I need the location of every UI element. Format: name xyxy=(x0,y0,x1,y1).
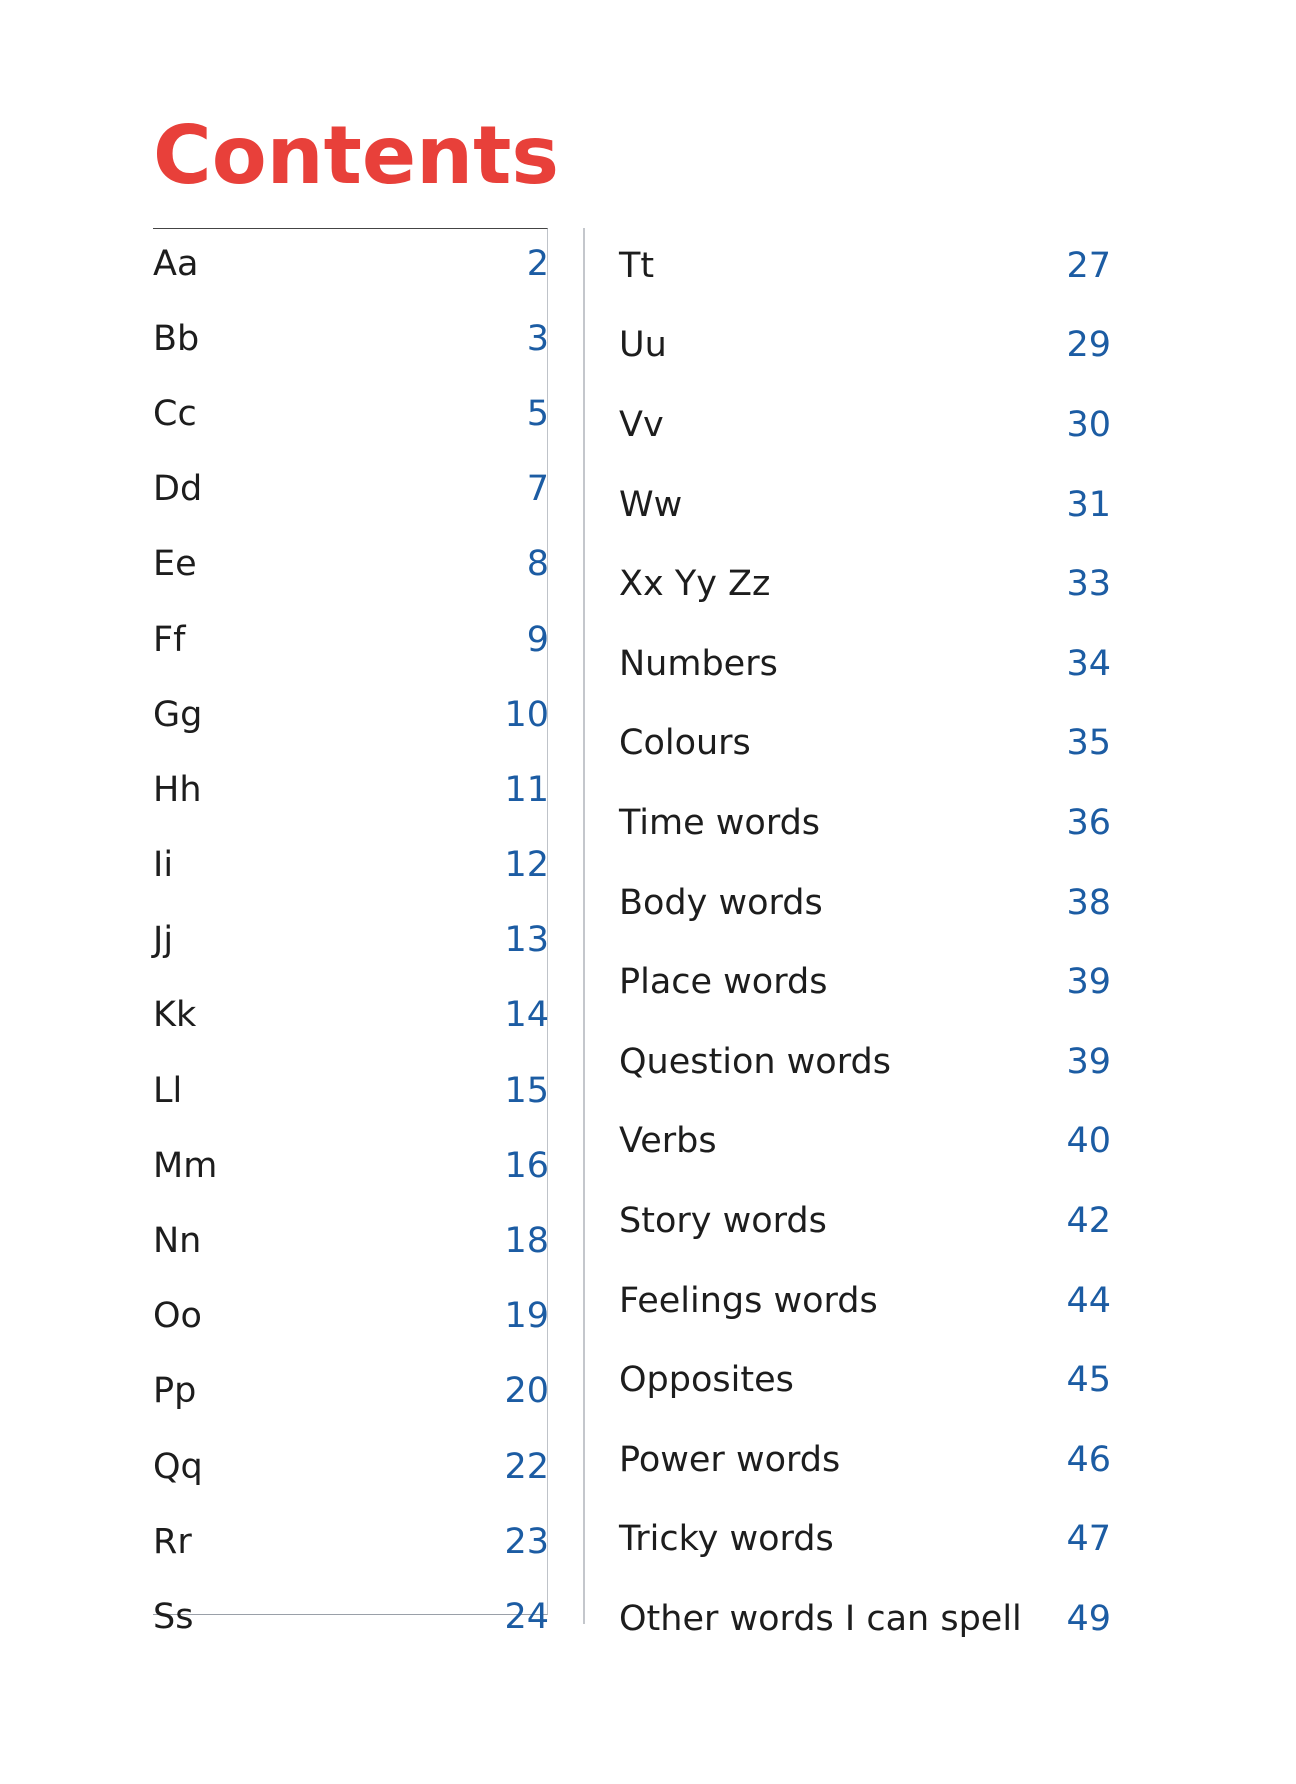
contents-entry[interactable] xyxy=(619,306,1111,386)
entry-page-number: 39 xyxy=(1066,1041,1111,1082)
entry-label: Jj xyxy=(153,920,174,961)
entry-label: Other words I can spell xyxy=(619,1598,1022,1639)
contents-entry[interactable] xyxy=(153,301,549,376)
entry-label: Cc xyxy=(153,393,197,434)
entry-label: Ff xyxy=(153,619,186,660)
entry-page-number: 38 xyxy=(1066,882,1111,923)
entry-label: Bb xyxy=(153,318,200,359)
entry-page-number: 16 xyxy=(504,1145,549,1186)
entry-page-number: 2 xyxy=(526,243,549,284)
entry-page-number: 49 xyxy=(1066,1598,1111,1639)
contents-entry[interactable] xyxy=(153,602,549,677)
contents-entry[interactable] xyxy=(619,1261,1111,1341)
contents-entry[interactable] xyxy=(153,1579,549,1654)
entry-label: Question words xyxy=(619,1041,891,1082)
column-divider xyxy=(583,228,585,1624)
entry-page-number: 27 xyxy=(1066,245,1111,286)
entry-page-number: 10 xyxy=(504,694,549,735)
entry-page-number: 15 xyxy=(504,1070,549,1111)
entry-page-number: 29 xyxy=(1066,325,1111,366)
entry-label: Mm xyxy=(153,1145,218,1186)
contents-entry[interactable] xyxy=(153,376,549,451)
contents-entry[interactable] xyxy=(619,1420,1111,1500)
entry-page-number: 34 xyxy=(1066,643,1111,684)
entry-label: Ll xyxy=(153,1070,183,1111)
entry-page-number: 3 xyxy=(526,318,549,359)
entry-page-number: 19 xyxy=(504,1296,549,1337)
entry-label: Xx Yy Zz xyxy=(619,564,771,605)
entry-label: Ee xyxy=(153,544,197,585)
contents-entry[interactable] xyxy=(619,863,1111,943)
contents-entry[interactable] xyxy=(619,385,1111,465)
contents-entry[interactable] xyxy=(153,1429,549,1504)
contents-entry[interactable] xyxy=(619,1181,1111,1261)
entry-page-number: 9 xyxy=(526,619,549,660)
entry-page-number: 14 xyxy=(504,995,549,1036)
contents-entry[interactable] xyxy=(153,677,549,752)
contents-entry[interactable] xyxy=(619,544,1111,624)
entry-page-number: 11 xyxy=(504,769,549,810)
entry-label: Uu xyxy=(619,325,667,366)
contents-entry[interactable] xyxy=(153,1279,549,1354)
entry-label: Aa xyxy=(153,243,199,284)
entry-label: Body words xyxy=(619,882,823,923)
entry-label: Gg xyxy=(153,694,203,735)
contents-entry[interactable] xyxy=(619,226,1111,306)
entry-label: Oo xyxy=(153,1296,202,1337)
entry-page-number: 47 xyxy=(1066,1519,1111,1560)
contents-entry[interactable] xyxy=(619,1579,1111,1659)
entry-label: Colours xyxy=(619,723,751,764)
entry-label: Verbs xyxy=(619,1121,717,1162)
entry-label: Opposites xyxy=(619,1360,794,1401)
contents-entry[interactable] xyxy=(619,1022,1111,1102)
contents-entry[interactable] xyxy=(619,1500,1111,1580)
contents-entry[interactable] xyxy=(153,1053,549,1128)
entry-label: Qq xyxy=(153,1446,203,1487)
entry-page-number: 18 xyxy=(504,1221,549,1262)
entry-label: Dd xyxy=(153,469,203,510)
contents-right-column xyxy=(619,226,1111,1659)
entry-label: Ss xyxy=(153,1596,194,1637)
entry-page-number: 20 xyxy=(504,1371,549,1412)
contents-entry[interactable] xyxy=(153,452,549,527)
entry-label: Pp xyxy=(153,1371,197,1412)
contents-entry[interactable] xyxy=(619,1340,1111,1420)
contents-entry[interactable] xyxy=(153,1203,549,1278)
entry-label: Place words xyxy=(619,962,828,1003)
contents-entry[interactable] xyxy=(153,1354,549,1429)
entry-page-number: 39 xyxy=(1066,962,1111,1003)
entry-page-number: 24 xyxy=(504,1596,549,1637)
contents-entry[interactable] xyxy=(153,828,549,903)
contents-entry[interactable] xyxy=(153,527,549,602)
entry-page-number: 8 xyxy=(526,544,549,585)
entry-page-number: 36 xyxy=(1066,802,1111,843)
entry-label: Ii xyxy=(153,845,174,886)
entry-page-number: 44 xyxy=(1066,1280,1111,1321)
entry-page-number: 35 xyxy=(1066,723,1111,764)
entry-label: Kk xyxy=(153,995,197,1036)
entry-label: Tricky words xyxy=(619,1519,834,1560)
contents-entry[interactable] xyxy=(153,903,549,978)
page-title: Contents xyxy=(153,109,559,202)
entry-label: Power words xyxy=(619,1439,841,1480)
contents-entry[interactable] xyxy=(153,1504,549,1579)
entry-label: Ww xyxy=(619,484,683,525)
contents-entry[interactable] xyxy=(153,1128,549,1203)
contents-entry[interactable] xyxy=(153,752,549,827)
entry-page-number: 23 xyxy=(504,1521,549,1562)
entry-label: Feelings words xyxy=(619,1280,878,1321)
entry-label: Hh xyxy=(153,769,202,810)
entry-label: Tt xyxy=(619,245,655,286)
entry-label: Numbers xyxy=(619,643,778,684)
entry-label: Vv xyxy=(619,404,664,445)
entry-page-number: 46 xyxy=(1066,1439,1111,1480)
entry-page-number: 45 xyxy=(1066,1360,1111,1401)
entry-label: Nn xyxy=(153,1221,202,1262)
entry-page-number: 22 xyxy=(504,1446,549,1487)
entry-page-number: 13 xyxy=(504,920,549,961)
entry-label: Story words xyxy=(619,1200,827,1241)
entry-page-number: 40 xyxy=(1066,1121,1111,1162)
contents-entry[interactable] xyxy=(619,704,1111,784)
entry-page-number: 31 xyxy=(1066,484,1111,525)
contents-entry[interactable] xyxy=(153,978,549,1053)
contents-entry[interactable] xyxy=(619,942,1111,1022)
entry-page-number: 30 xyxy=(1066,404,1111,445)
contents-left-column xyxy=(153,226,549,1655)
entry-page-number: 42 xyxy=(1066,1200,1111,1241)
entry-label: Rr xyxy=(153,1521,192,1562)
entry-page-number: 5 xyxy=(526,393,549,434)
contents-entry[interactable] xyxy=(619,624,1111,704)
entry-label: Time words xyxy=(619,802,821,843)
contents-entry[interactable] xyxy=(619,465,1111,545)
contents-entry[interactable] xyxy=(619,1102,1111,1182)
contents-entry[interactable] xyxy=(619,783,1111,863)
entry-page-number: 7 xyxy=(526,469,549,510)
contents-entry[interactable] xyxy=(153,226,549,301)
entry-page-number: 33 xyxy=(1066,564,1111,605)
entry-page-number: 12 xyxy=(504,845,549,886)
